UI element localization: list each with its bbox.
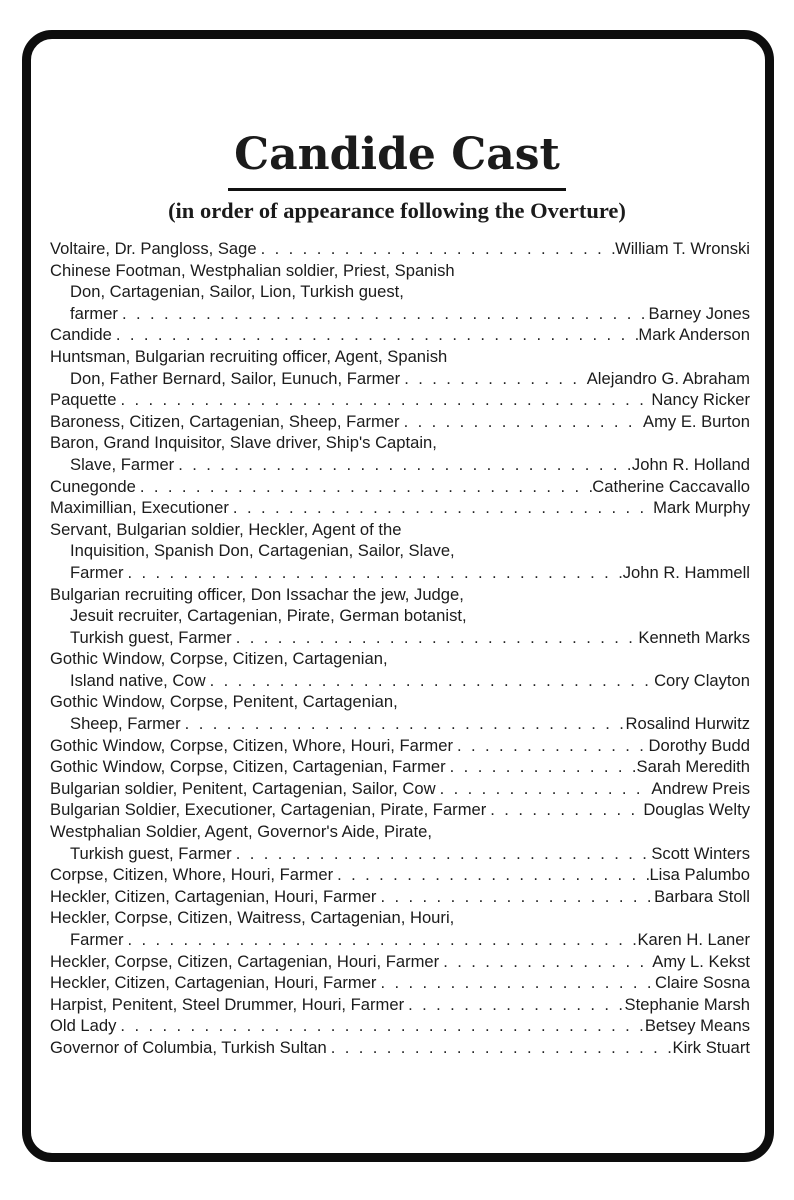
actor-name: Stephanie Marsh bbox=[624, 994, 750, 1014]
cast-line bbox=[50, 929, 750, 951]
role-text: Chinese Footman, Westphalian soldier, Priest, Spanish bbox=[50, 260, 455, 280]
actor-name: Cory Clayton bbox=[654, 670, 750, 690]
actor-name: Scott Winters bbox=[651, 843, 750, 863]
cast-entry bbox=[50, 432, 750, 475]
cast-line bbox=[50, 778, 750, 800]
cast-entry bbox=[50, 519, 750, 584]
actor-name: Rosalind Hurwitz bbox=[625, 714, 750, 734]
cast-line bbox=[50, 519, 750, 541]
dot-leader bbox=[232, 627, 639, 649]
cast-entry bbox=[50, 951, 750, 973]
role-text: Turkish guest, Farmer bbox=[70, 627, 232, 647]
actor-name: Karen H. Laner bbox=[637, 930, 750, 949]
dot-leader bbox=[404, 994, 624, 1016]
cast-line bbox=[50, 691, 750, 713]
role-text: Governor of Columbia, Turkish Sultan bbox=[50, 1037, 327, 1057]
role-text: Heckler, Corpse, Citizen, Cartagenian, Houri, Farmer bbox=[50, 951, 440, 971]
page-title bbox=[0, 128, 794, 191]
role-text: Gothic Window, Corpse, Citizen, Cartagenian, bbox=[50, 649, 388, 669]
actor-name: Mark Anderson bbox=[638, 325, 750, 345]
cast-entry bbox=[50, 476, 750, 498]
dot-leader bbox=[376, 886, 654, 908]
role-text: Heckler, Citizen, Cartagenian, Houri, Farmer bbox=[50, 973, 377, 993]
role-text: Heckler, Citizen, Cartagenian, Houri, Farmer bbox=[50, 886, 377, 906]
actor-name: Barney Jones bbox=[648, 303, 750, 323]
dot-leader bbox=[112, 324, 639, 346]
role-text: Servant, Bulgarian soldier, Heckler, Agent of the bbox=[50, 519, 402, 539]
cast-line bbox=[50, 907, 750, 929]
cast-entry bbox=[50, 1015, 750, 1037]
cast-line bbox=[50, 648, 750, 670]
role-text: Maximillian, Executioner bbox=[50, 498, 229, 518]
actor-name: Catherine Caccavallo bbox=[592, 476, 750, 496]
dot-leader bbox=[181, 713, 626, 735]
role-text: Heckler, Corpse, Citizen, Waitress, Cartagenian, Houri, bbox=[50, 908, 455, 928]
role-text: Sheep, Farmer bbox=[70, 714, 181, 734]
actor-name: Douglas Welty bbox=[643, 800, 750, 820]
actor-name: Barbara Stoll bbox=[654, 886, 750, 906]
cast-line bbox=[50, 562, 750, 584]
cast-entry bbox=[50, 778, 750, 800]
cast-entry bbox=[50, 756, 750, 778]
role-text: Bulgarian Soldier, Executioner, Cartagenian, Pirate, Farmer bbox=[50, 800, 487, 820]
role-text: Baron, Grand Inquisitor, Slave driver, Ship's Captain, bbox=[50, 433, 437, 453]
dot-leader bbox=[116, 1015, 644, 1037]
cast-line bbox=[50, 389, 750, 411]
cast-line bbox=[50, 303, 750, 325]
cast-line bbox=[50, 994, 750, 1016]
cast-line bbox=[50, 972, 750, 994]
cast-line bbox=[50, 368, 750, 390]
cast-entry bbox=[50, 799, 750, 821]
actor-name: Amy L. Kekst bbox=[652, 951, 750, 971]
cast-entry bbox=[50, 821, 750, 864]
cast-line bbox=[50, 476, 750, 498]
dot-leader bbox=[116, 389, 651, 411]
actor-name: Amy E. Burton bbox=[643, 411, 750, 431]
dot-leader bbox=[232, 843, 652, 865]
cast-list bbox=[50, 238, 750, 1059]
cast-line bbox=[50, 799, 750, 821]
role-text: Westphalian Soldier, Agent, Governor's Aide, Pirate, bbox=[50, 822, 432, 842]
role-text: Turkish guest, Farmer bbox=[70, 843, 232, 863]
cast-line bbox=[50, 238, 750, 260]
role-text: Paquette bbox=[50, 390, 117, 410]
dot-leader bbox=[206, 670, 654, 692]
dot-leader bbox=[400, 368, 587, 390]
cast-line bbox=[50, 951, 750, 973]
role-text: Baroness, Citizen, Cartagenian, Sheep, Farmer bbox=[50, 411, 400, 431]
cast-line bbox=[50, 756, 750, 778]
cast-entry bbox=[50, 886, 750, 908]
role-text: Corpse, Citizen, Whore, Houri, Farmer bbox=[50, 865, 334, 885]
actor-name: Kirk Stuart bbox=[672, 1037, 750, 1057]
cast-entry bbox=[50, 691, 750, 734]
cast-line bbox=[50, 281, 750, 303]
page-subtitle: (in order of appearance following the Overture) bbox=[168, 198, 626, 223]
cast-entry bbox=[50, 346, 750, 389]
actor-name: Andrew Preis bbox=[651, 778, 750, 798]
cast-line bbox=[50, 1015, 750, 1037]
dot-leader bbox=[123, 562, 622, 584]
role-text: Voltaire, Dr. Pangloss, Sage bbox=[50, 239, 257, 258]
cast-line bbox=[50, 346, 750, 368]
actor-name: Kenneth Marks bbox=[638, 627, 750, 647]
cast-line bbox=[50, 411, 750, 433]
cast-line bbox=[50, 432, 750, 454]
cast-entry bbox=[50, 735, 750, 757]
dot-leader bbox=[118, 303, 649, 325]
actor-name: Lisa Palumbo bbox=[649, 865, 750, 885]
role-text: Farmer bbox=[70, 562, 124, 582]
cast-entry bbox=[50, 1037, 750, 1059]
role-text: Cunegonde bbox=[50, 476, 136, 496]
role-text: Bulgarian soldier, Penitent, Cartagenian, Sailor, Cow bbox=[50, 778, 436, 798]
cast-line bbox=[50, 324, 750, 346]
dot-leader bbox=[446, 756, 637, 778]
dot-leader bbox=[439, 951, 652, 973]
cast-line bbox=[50, 497, 750, 519]
title-text: Candide Cast bbox=[228, 128, 566, 191]
cast-entry bbox=[50, 584, 750, 649]
cast-line bbox=[50, 886, 750, 908]
role-text: Harpist, Penitent, Steel Drummer, Houri, Farmer bbox=[50, 994, 405, 1014]
dot-leader bbox=[174, 454, 632, 476]
dot-leader bbox=[327, 1037, 673, 1059]
dot-leader bbox=[333, 864, 649, 886]
cast-line bbox=[50, 454, 750, 476]
actor-name: Nancy Ricker bbox=[651, 390, 750, 410]
cast-line bbox=[50, 735, 750, 757]
actor-name: Sarah Meredith bbox=[636, 757, 750, 777]
actor-name: Alejandro G. Abraham bbox=[586, 368, 750, 388]
cast-entry bbox=[50, 972, 750, 994]
actor-name: John R. Holland bbox=[631, 454, 750, 474]
dot-leader bbox=[486, 799, 643, 821]
cast-entry bbox=[50, 994, 750, 1016]
dot-leader bbox=[400, 411, 643, 433]
cast-line bbox=[50, 627, 750, 649]
cast-entry bbox=[50, 864, 750, 886]
dot-leader bbox=[136, 476, 592, 498]
role-text: Don, Father Bernard, Sailor, Eunuch, Farmer bbox=[70, 368, 401, 388]
actor-name: Mark Murphy bbox=[653, 498, 750, 518]
actor-name: John R. Hammell bbox=[622, 562, 750, 582]
role-text: Don, Cartagenian, Sailor, Lion, Turkish guest, bbox=[70, 282, 404, 302]
role-text: farmer bbox=[70, 303, 118, 323]
cast-line bbox=[50, 260, 750, 282]
cast-line bbox=[50, 605, 750, 627]
dot-leader bbox=[436, 778, 652, 800]
actor-name: Claire Sosna bbox=[654, 973, 750, 993]
role-text: Bulgarian recruiting officer, Don Issachar the jew, Judge, bbox=[50, 584, 464, 604]
role-text: Gothic Window, Corpse, Penitent, Cartagenian, bbox=[50, 692, 398, 712]
cast-line bbox=[50, 584, 750, 606]
dot-leader bbox=[229, 497, 653, 519]
role-text: Candide bbox=[50, 325, 112, 345]
role-text: Old Lady bbox=[50, 1016, 117, 1036]
actor-name: Dorothy Budd bbox=[648, 735, 750, 755]
dot-leader bbox=[123, 929, 637, 951]
role-text: Gothic Window, Corpse, Citizen, Cartagenian, Farmer bbox=[50, 757, 446, 777]
cast-line bbox=[50, 670, 750, 692]
cast-line bbox=[50, 843, 750, 865]
cast-line bbox=[50, 540, 750, 562]
role-text: Jesuit recruiter, Cartagenian, Pirate, German botanist, bbox=[70, 606, 467, 626]
cast-entry bbox=[50, 411, 750, 433]
cast-line bbox=[50, 713, 750, 735]
role-text: Inquisition, Spanish Don, Cartagenian, Sailor, Slave, bbox=[70, 541, 455, 561]
cast-line bbox=[50, 821, 750, 843]
role-text: Farmer bbox=[70, 930, 124, 949]
cast-entry bbox=[50, 648, 750, 691]
role-text: Island native, Cow bbox=[70, 670, 206, 690]
cast-line bbox=[50, 1037, 750, 1059]
cast-entry bbox=[50, 389, 750, 411]
cast-entry bbox=[50, 907, 750, 950]
actor-name: William T. Wronski bbox=[615, 239, 750, 258]
role-text: Gothic Window, Corpse, Citizen, Whore, Houri, Farmer bbox=[50, 735, 453, 755]
cast-entry bbox=[50, 497, 750, 519]
dot-leader bbox=[453, 735, 649, 757]
role-text: Huntsman, Bulgarian recruiting officer, Agent, Spanish bbox=[50, 346, 448, 366]
actor-name: Betsey Means bbox=[644, 1016, 750, 1036]
dot-leader bbox=[376, 972, 655, 994]
cast-entry bbox=[50, 260, 750, 325]
dot-leader bbox=[257, 238, 615, 260]
role-text: Slave, Farmer bbox=[70, 454, 175, 474]
cast-line bbox=[50, 864, 750, 886]
cast-entry bbox=[50, 324, 750, 346]
cast-entry bbox=[50, 238, 750, 260]
